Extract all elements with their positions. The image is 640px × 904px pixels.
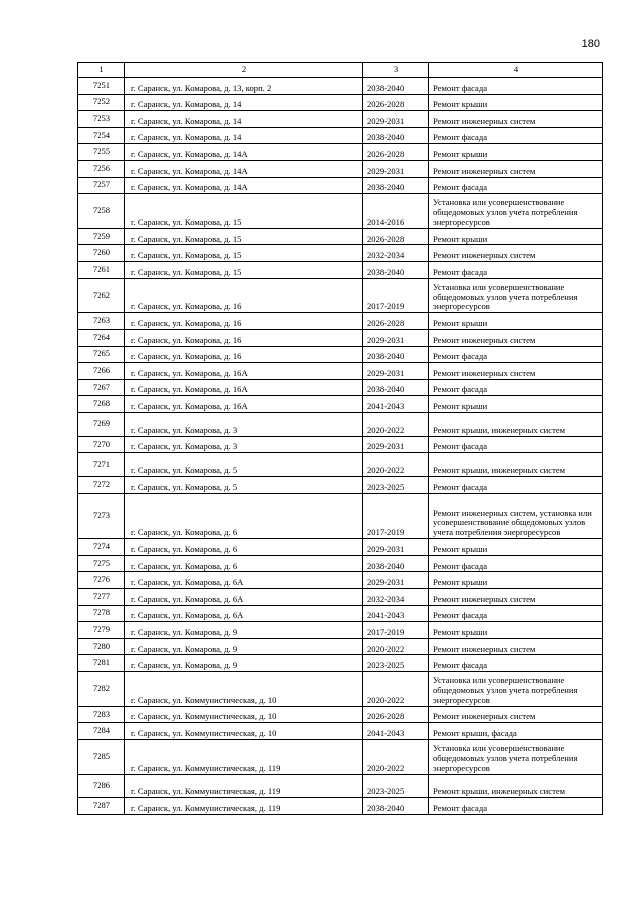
address-cell: г. Саранск, ул. Комарова, д. 3 xyxy=(125,436,363,453)
work-type-cell: Ремонт крыши xyxy=(429,572,603,589)
period-cell: 2020-2022 xyxy=(363,412,429,436)
row-number: 7272 xyxy=(78,477,125,494)
table-row xyxy=(78,706,603,723)
page-number: 180 xyxy=(581,38,600,50)
work-type-cell: Ремонт крыши xyxy=(429,396,603,413)
address-cell: г. Саранск, ул. Комарова, д. 3 xyxy=(125,412,363,436)
table-row xyxy=(78,94,603,111)
row-number: 7274 xyxy=(78,539,125,556)
row-number: 7275 xyxy=(78,555,125,572)
period-cell: 2017-2019 xyxy=(363,493,429,539)
address-cell: г. Саранск, ул. Коммунистическая, д. 119 xyxy=(125,774,363,798)
address-cell: г. Саранск, ул. Комарова, д. 9 xyxy=(125,638,363,655)
work-type-cell: Ремонт фасада xyxy=(429,798,603,815)
address-cell: г. Саранск, ул. Комарова, д. 14А xyxy=(125,160,363,177)
period-cell: 2026-2028 xyxy=(363,706,429,723)
row-number: 7259 xyxy=(78,228,125,245)
address-cell: г. Саранск, ул. Комарова, д. 16А xyxy=(125,396,363,413)
period-cell: 2020-2022 xyxy=(363,739,429,774)
row-number: 7258 xyxy=(78,194,125,229)
period-cell: 2029-2031 xyxy=(363,329,429,346)
address-cell: г. Саранск, ул. Комарова, д. 16А xyxy=(125,379,363,396)
work-type-cell: Установка или усовершенствование общедомовых узлов учета потребления энергоресурсов xyxy=(429,672,603,707)
period-cell: 2038-2040 xyxy=(363,379,429,396)
period-cell: 2023-2025 xyxy=(363,655,429,672)
row-number: 7286 xyxy=(78,774,125,798)
work-type-cell: Ремонт фасада xyxy=(429,379,603,396)
period-cell: 2029-2031 xyxy=(363,111,429,128)
table-row xyxy=(78,723,603,740)
address-cell: г. Саранск, ул. Коммунистическая, д. 10 xyxy=(125,672,363,707)
address-cell: г. Саранск, ул. Комарова, д. 14 xyxy=(125,111,363,128)
work-type-cell: Ремонт фасада xyxy=(429,605,603,622)
table-row xyxy=(78,622,603,639)
row-number: 7284 xyxy=(78,723,125,740)
address-cell: г. Саранск, ул. Комарова, д. 6А xyxy=(125,572,363,589)
period-cell: 2026-2028 xyxy=(363,228,429,245)
table-row xyxy=(78,262,603,279)
row-number: 7254 xyxy=(78,127,125,144)
period-cell: 2020-2022 xyxy=(363,672,429,707)
work-type-cell: Ремонт инженерных систем xyxy=(429,111,603,128)
table-header-row xyxy=(78,63,603,78)
work-type-cell: Ремонт фасада xyxy=(429,436,603,453)
address-cell: г. Саранск, ул. Комарова, д. 16 xyxy=(125,313,363,330)
column-header-1: 1 xyxy=(78,63,125,78)
row-number: 7267 xyxy=(78,379,125,396)
address-cell: г. Саранск, ул. Комарова, д. 6 xyxy=(125,539,363,556)
address-cell: г. Саранск, ул. Коммунистическая, д. 10 xyxy=(125,723,363,740)
work-type-cell: Ремонт фасада xyxy=(429,177,603,194)
row-number: 7266 xyxy=(78,363,125,380)
table-row xyxy=(78,655,603,672)
table-row xyxy=(78,493,603,539)
period-cell: 2041-2043 xyxy=(363,396,429,413)
row-number: 7280 xyxy=(78,638,125,655)
work-type-cell: Установка или усовершенствование общедомовых узлов учета потребления энергоресурсов xyxy=(429,194,603,229)
table-row xyxy=(78,453,603,477)
work-type-cell: Ремонт крыши, инженерных систем xyxy=(429,774,603,798)
address-cell: г. Саранск, ул. Комарова, д. 15 xyxy=(125,262,363,279)
table-row xyxy=(78,672,603,707)
period-cell: 2038-2040 xyxy=(363,555,429,572)
period-cell: 2014-2016 xyxy=(363,194,429,229)
address-cell: г. Саранск, ул. Комарова, д. 5 xyxy=(125,477,363,494)
work-type-cell: Ремонт инженерных систем, установка или усовершенствование общедомовых узлов учета потребления энергоресурсов xyxy=(429,493,603,539)
work-type-cell: Ремонт инженерных систем xyxy=(429,706,603,723)
address-cell: г. Саранск, ул. Комарова, д. 14А xyxy=(125,144,363,161)
address-cell: г. Саранск, ул. Комарова, д. 16А xyxy=(125,363,363,380)
row-number: 7263 xyxy=(78,313,125,330)
row-number: 7282 xyxy=(78,672,125,707)
row-number: 7257 xyxy=(78,177,125,194)
work-type-cell: Установка или усовершенствование общедомовых узлов учета потребления энергоресурсов xyxy=(429,739,603,774)
table-row xyxy=(78,412,603,436)
work-type-cell: Ремонт крыши xyxy=(429,313,603,330)
address-cell: г. Саранск, ул. Комарова, д. 14А xyxy=(125,177,363,194)
period-cell: 2023-2025 xyxy=(363,477,429,494)
work-type-cell: Ремонт крыши, фасада xyxy=(429,723,603,740)
period-cell: 2029-2031 xyxy=(363,436,429,453)
row-number: 7264 xyxy=(78,329,125,346)
period-cell: 2026-2028 xyxy=(363,144,429,161)
table-row xyxy=(78,329,603,346)
work-type-cell: Установка или усовершенствование общедомовых узлов учета потребления энергоресурсов xyxy=(429,278,603,313)
row-number: 7285 xyxy=(78,739,125,774)
column-header-2: 2 xyxy=(125,63,363,78)
row-number: 7260 xyxy=(78,245,125,262)
period-cell: 2032-2034 xyxy=(363,589,429,606)
row-number: 7262 xyxy=(78,278,125,313)
work-type-cell: Ремонт инженерных систем xyxy=(429,160,603,177)
row-number: 7261 xyxy=(78,262,125,279)
address-cell: г. Саранск, ул. Комарова, д. 16 xyxy=(125,278,363,313)
work-type-cell: Ремонт крыши xyxy=(429,228,603,245)
table-row xyxy=(78,477,603,494)
table-row xyxy=(78,396,603,413)
row-number: 7270 xyxy=(78,436,125,453)
address-cell: г. Саранск, ул. Комарова, д. 14 xyxy=(125,127,363,144)
work-type-cell: Ремонт инженерных систем xyxy=(429,329,603,346)
table-row xyxy=(78,572,603,589)
work-type-cell: Ремонт крыши xyxy=(429,94,603,111)
period-cell: 2038-2040 xyxy=(363,78,429,95)
table-row xyxy=(78,160,603,177)
address-cell: г. Саранск, ул. Комарова, д. 14 xyxy=(125,94,363,111)
address-cell: г. Саранск, ул. Коммунистическая, д. 119 xyxy=(125,798,363,815)
table-row xyxy=(78,346,603,363)
row-number: 7252 xyxy=(78,94,125,111)
table-row xyxy=(78,177,603,194)
row-number: 7278 xyxy=(78,605,125,622)
table-row xyxy=(78,539,603,556)
work-type-cell: Ремонт инженерных систем xyxy=(429,589,603,606)
work-type-cell: Ремонт фасада xyxy=(429,477,603,494)
row-number: 7273 xyxy=(78,493,125,539)
table-row xyxy=(78,739,603,774)
column-header-4: 4 xyxy=(429,63,603,78)
work-type-cell: Ремонт крыши, инженерных систем xyxy=(429,412,603,436)
work-type-cell: Ремонт крыши xyxy=(429,622,603,639)
period-cell: 2029-2031 xyxy=(363,572,429,589)
address-cell: г. Саранск, ул. Комарова, д. 5 xyxy=(125,453,363,477)
period-cell: 2017-2019 xyxy=(363,622,429,639)
row-number: 7281 xyxy=(78,655,125,672)
period-cell: 2041-2043 xyxy=(363,605,429,622)
row-number: 7276 xyxy=(78,572,125,589)
table-row xyxy=(78,379,603,396)
work-type-cell: Ремонт инженерных систем xyxy=(429,363,603,380)
address-cell: г. Саранск, ул. Коммунистическая, д. 119 xyxy=(125,739,363,774)
table-row xyxy=(78,798,603,815)
row-number: 7283 xyxy=(78,706,125,723)
address-cell: г. Саранск, ул. Комарова, д. 6А xyxy=(125,589,363,606)
column-header-3: 3 xyxy=(363,63,429,78)
period-cell: 2038-2040 xyxy=(363,127,429,144)
row-number: 7287 xyxy=(78,798,125,815)
table-row xyxy=(78,194,603,229)
table-row xyxy=(78,245,603,262)
table-row xyxy=(78,111,603,128)
table-row xyxy=(78,638,603,655)
work-type-cell: Ремонт фасада xyxy=(429,346,603,363)
period-cell: 2041-2043 xyxy=(363,723,429,740)
table-row xyxy=(78,78,603,95)
period-cell: 2038-2040 xyxy=(363,798,429,815)
row-number: 7268 xyxy=(78,396,125,413)
period-cell: 2032-2034 xyxy=(363,245,429,262)
table-body xyxy=(78,78,603,815)
work-type-cell: Ремонт фасада xyxy=(429,127,603,144)
work-type-cell: Ремонт фасада xyxy=(429,78,603,95)
address-cell: г. Саранск, ул. Комарова, д. 9 xyxy=(125,655,363,672)
row-number: 7251 xyxy=(78,78,125,95)
address-cell: г. Саранск, ул. Комарова, д. 15 xyxy=(125,245,363,262)
address-cell: г. Саранск, ул. Коммунистическая, д. 10 xyxy=(125,706,363,723)
period-cell: 2026-2028 xyxy=(363,313,429,330)
work-type-cell: Ремонт крыши xyxy=(429,539,603,556)
period-cell: 2029-2031 xyxy=(363,160,429,177)
table-row xyxy=(78,589,603,606)
period-cell: 2026-2028 xyxy=(363,94,429,111)
address-cell: г. Саранск, ул. Комарова, д. 15 xyxy=(125,228,363,245)
address-cell: г. Саранск, ул. Комарова, д. 15 xyxy=(125,194,363,229)
table-row xyxy=(78,555,603,572)
address-cell: г. Саранск, ул. Комарова, д. 16 xyxy=(125,346,363,363)
row-number: 7271 xyxy=(78,453,125,477)
period-cell: 2020-2022 xyxy=(363,638,429,655)
work-type-cell: Ремонт инженерных систем xyxy=(429,245,603,262)
table-row xyxy=(78,144,603,161)
work-type-cell: Ремонт фасада xyxy=(429,262,603,279)
address-cell: г. Саранск, ул. Комарова, д. 6А xyxy=(125,605,363,622)
table-row xyxy=(78,774,603,798)
table-row xyxy=(78,363,603,380)
period-cell: 2038-2040 xyxy=(363,177,429,194)
table-row xyxy=(78,436,603,453)
period-cell: 2020-2022 xyxy=(363,453,429,477)
address-cell: г. Саранск, ул. Комарова, д. 13, корп. 2 xyxy=(125,78,363,95)
work-type-cell: Ремонт инженерных систем xyxy=(429,638,603,655)
table-row xyxy=(78,605,603,622)
row-number: 7256 xyxy=(78,160,125,177)
row-number: 7279 xyxy=(78,622,125,639)
work-type-cell: Ремонт крыши, инженерных систем xyxy=(429,453,603,477)
row-number: 7253 xyxy=(78,111,125,128)
address-cell: г. Саранск, ул. Комарова, д. 16 xyxy=(125,329,363,346)
period-cell: 2017-2019 xyxy=(363,278,429,313)
address-cell: г. Саранск, ул. Комарова, д. 6 xyxy=(125,493,363,539)
table-row xyxy=(78,228,603,245)
row-number: 7269 xyxy=(78,412,125,436)
table-row xyxy=(78,127,603,144)
address-cell: г. Саранск, ул. Комарова, д. 6 xyxy=(125,555,363,572)
work-type-cell: Ремонт крыши xyxy=(429,144,603,161)
work-type-cell: Ремонт фасада xyxy=(429,655,603,672)
work-type-cell: Ремонт фасада xyxy=(429,555,603,572)
period-cell: 2038-2040 xyxy=(363,262,429,279)
table-row xyxy=(78,313,603,330)
row-number: 7265 xyxy=(78,346,125,363)
period-cell: 2023-2025 xyxy=(363,774,429,798)
row-number: 7277 xyxy=(78,589,125,606)
row-number: 7255 xyxy=(78,144,125,161)
address-cell: г. Саранск, ул. Комарова, д. 9 xyxy=(125,622,363,639)
period-cell: 2029-2031 xyxy=(363,539,429,556)
period-cell: 2038-2040 xyxy=(363,346,429,363)
table-row xyxy=(78,278,603,313)
repair-schedule-table xyxy=(77,62,603,815)
period-cell: 2029-2031 xyxy=(363,363,429,380)
